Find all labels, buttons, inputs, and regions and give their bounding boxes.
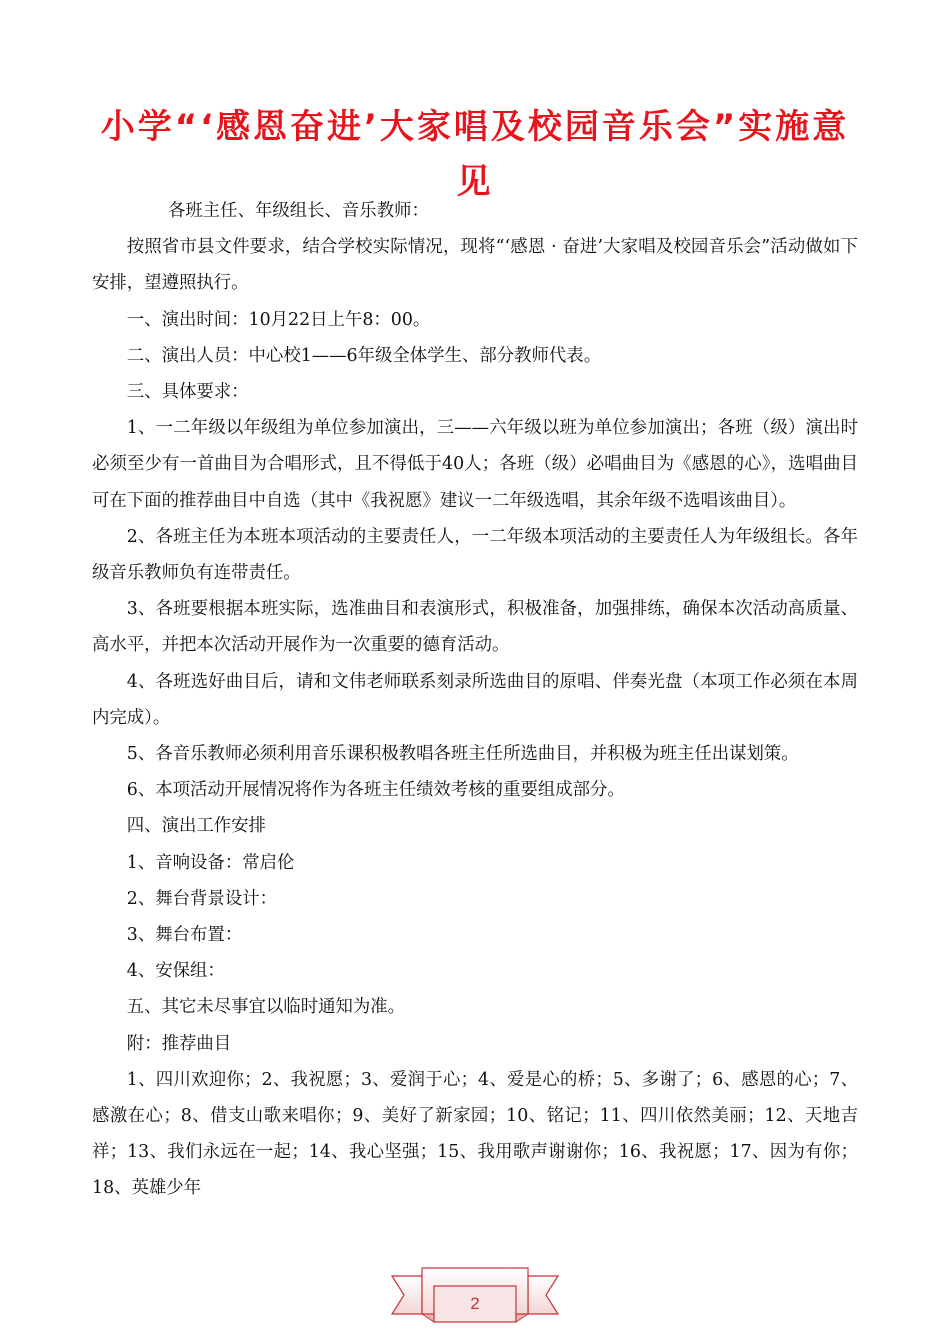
document-body — [92, 193, 858, 1207]
arrangement-1: 1、音响设备：常启伦 — [126, 852, 295, 873]
arrangement-4: 4、安保组： — [126, 961, 225, 982]
section-time: 一、演出时间：10月22日上午8：00。 — [126, 309, 431, 330]
page-number-badge — [382, 1262, 568, 1332]
arrangement-2: 2、舞台背景设计： — [126, 888, 277, 909]
requirement-5: 5、各音乐教师必须利用音乐课积极教唱各班主任所选曲目，并积极为班主任出谋划策。 — [126, 744, 799, 765]
section-requirements-heading: 三、具体要求： — [126, 382, 249, 403]
arrangement-3: 3、舞台布置： — [126, 925, 243, 946]
requirement-3: 3、各班要根据本班实际，选准曲目和表演形式，积极准备，加强排练，确保本次活动高质量、高水平，并把本次活动开展作为一次重要的德育活动。 — [92, 599, 858, 656]
requirement-4: 4、各班选好曲目后，请和文伟老师联系刻录所选曲目的原唱、伴奏光盘（本项工作必须在本周内完成）。 — [92, 671, 858, 728]
salutation: 各班主任、年级组长、音乐教师： — [168, 201, 429, 221]
song-list: 1、四川欢迎你；2、我祝愿；3、爱润于心；4、爱是心的桥；5、多谢了；6、感恩的心；7、感激在心；8、借支山歌来唱你；9、美好了新家园；10、铭记；11、四川依然美丽；12、天地吉祥；13、我们永远在一起；14、我心坚强；15、我用歌声谢谢你；16、我祝愿；17、因为有你；18、英雄少年 — [92, 1069, 858, 1199]
appendix-heading: 附：推荐曲目 — [126, 1033, 232, 1054]
requirement-2: 2、各班主任为本班本项活动的主要责任人，一二年级本项活动的主要责任人为年级组长。各年级音乐教师负有连带责任。 — [92, 526, 858, 584]
page-number: 2 — [470, 1294, 480, 1313]
requirement-6: 6、本项活动开展情况将作为各班主任绩效考核的重要组成部分。 — [126, 780, 625, 801]
section-performers: 二、演出人员：中心校1——6年级全体学生、部分教师代表。 — [126, 345, 602, 366]
requirement-1: 1、一二年级以年级组为单位参加演出，三——六年级以班为单位参加演出；各班（级）演出时必须至少有一首曲目为合唱形式，且不得低于40人；各班（级）必唱曲目为《感恩的心》，选唱曲目可在下面的推荐曲目中自选（其中《我祝愿》建议一二年级选唱，其余年级不选唱该曲目）。 — [92, 418, 858, 511]
section-arrangement-heading: 四、演出工作安排 — [126, 816, 266, 837]
intro-paragraph: 按照省市县文件要求，结合学校实际情况，现将“‘感恩 · 奋进’大家唱及校园音乐会”活动做如下安排，望遵照执行。 — [92, 237, 858, 294]
page-title: 小学“‘感恩奋进’大家唱及校园音乐会”实施意见 — [100, 107, 850, 202]
section-other: 五、其它未尽事宜以临时通知为准。 — [126, 997, 406, 1018]
